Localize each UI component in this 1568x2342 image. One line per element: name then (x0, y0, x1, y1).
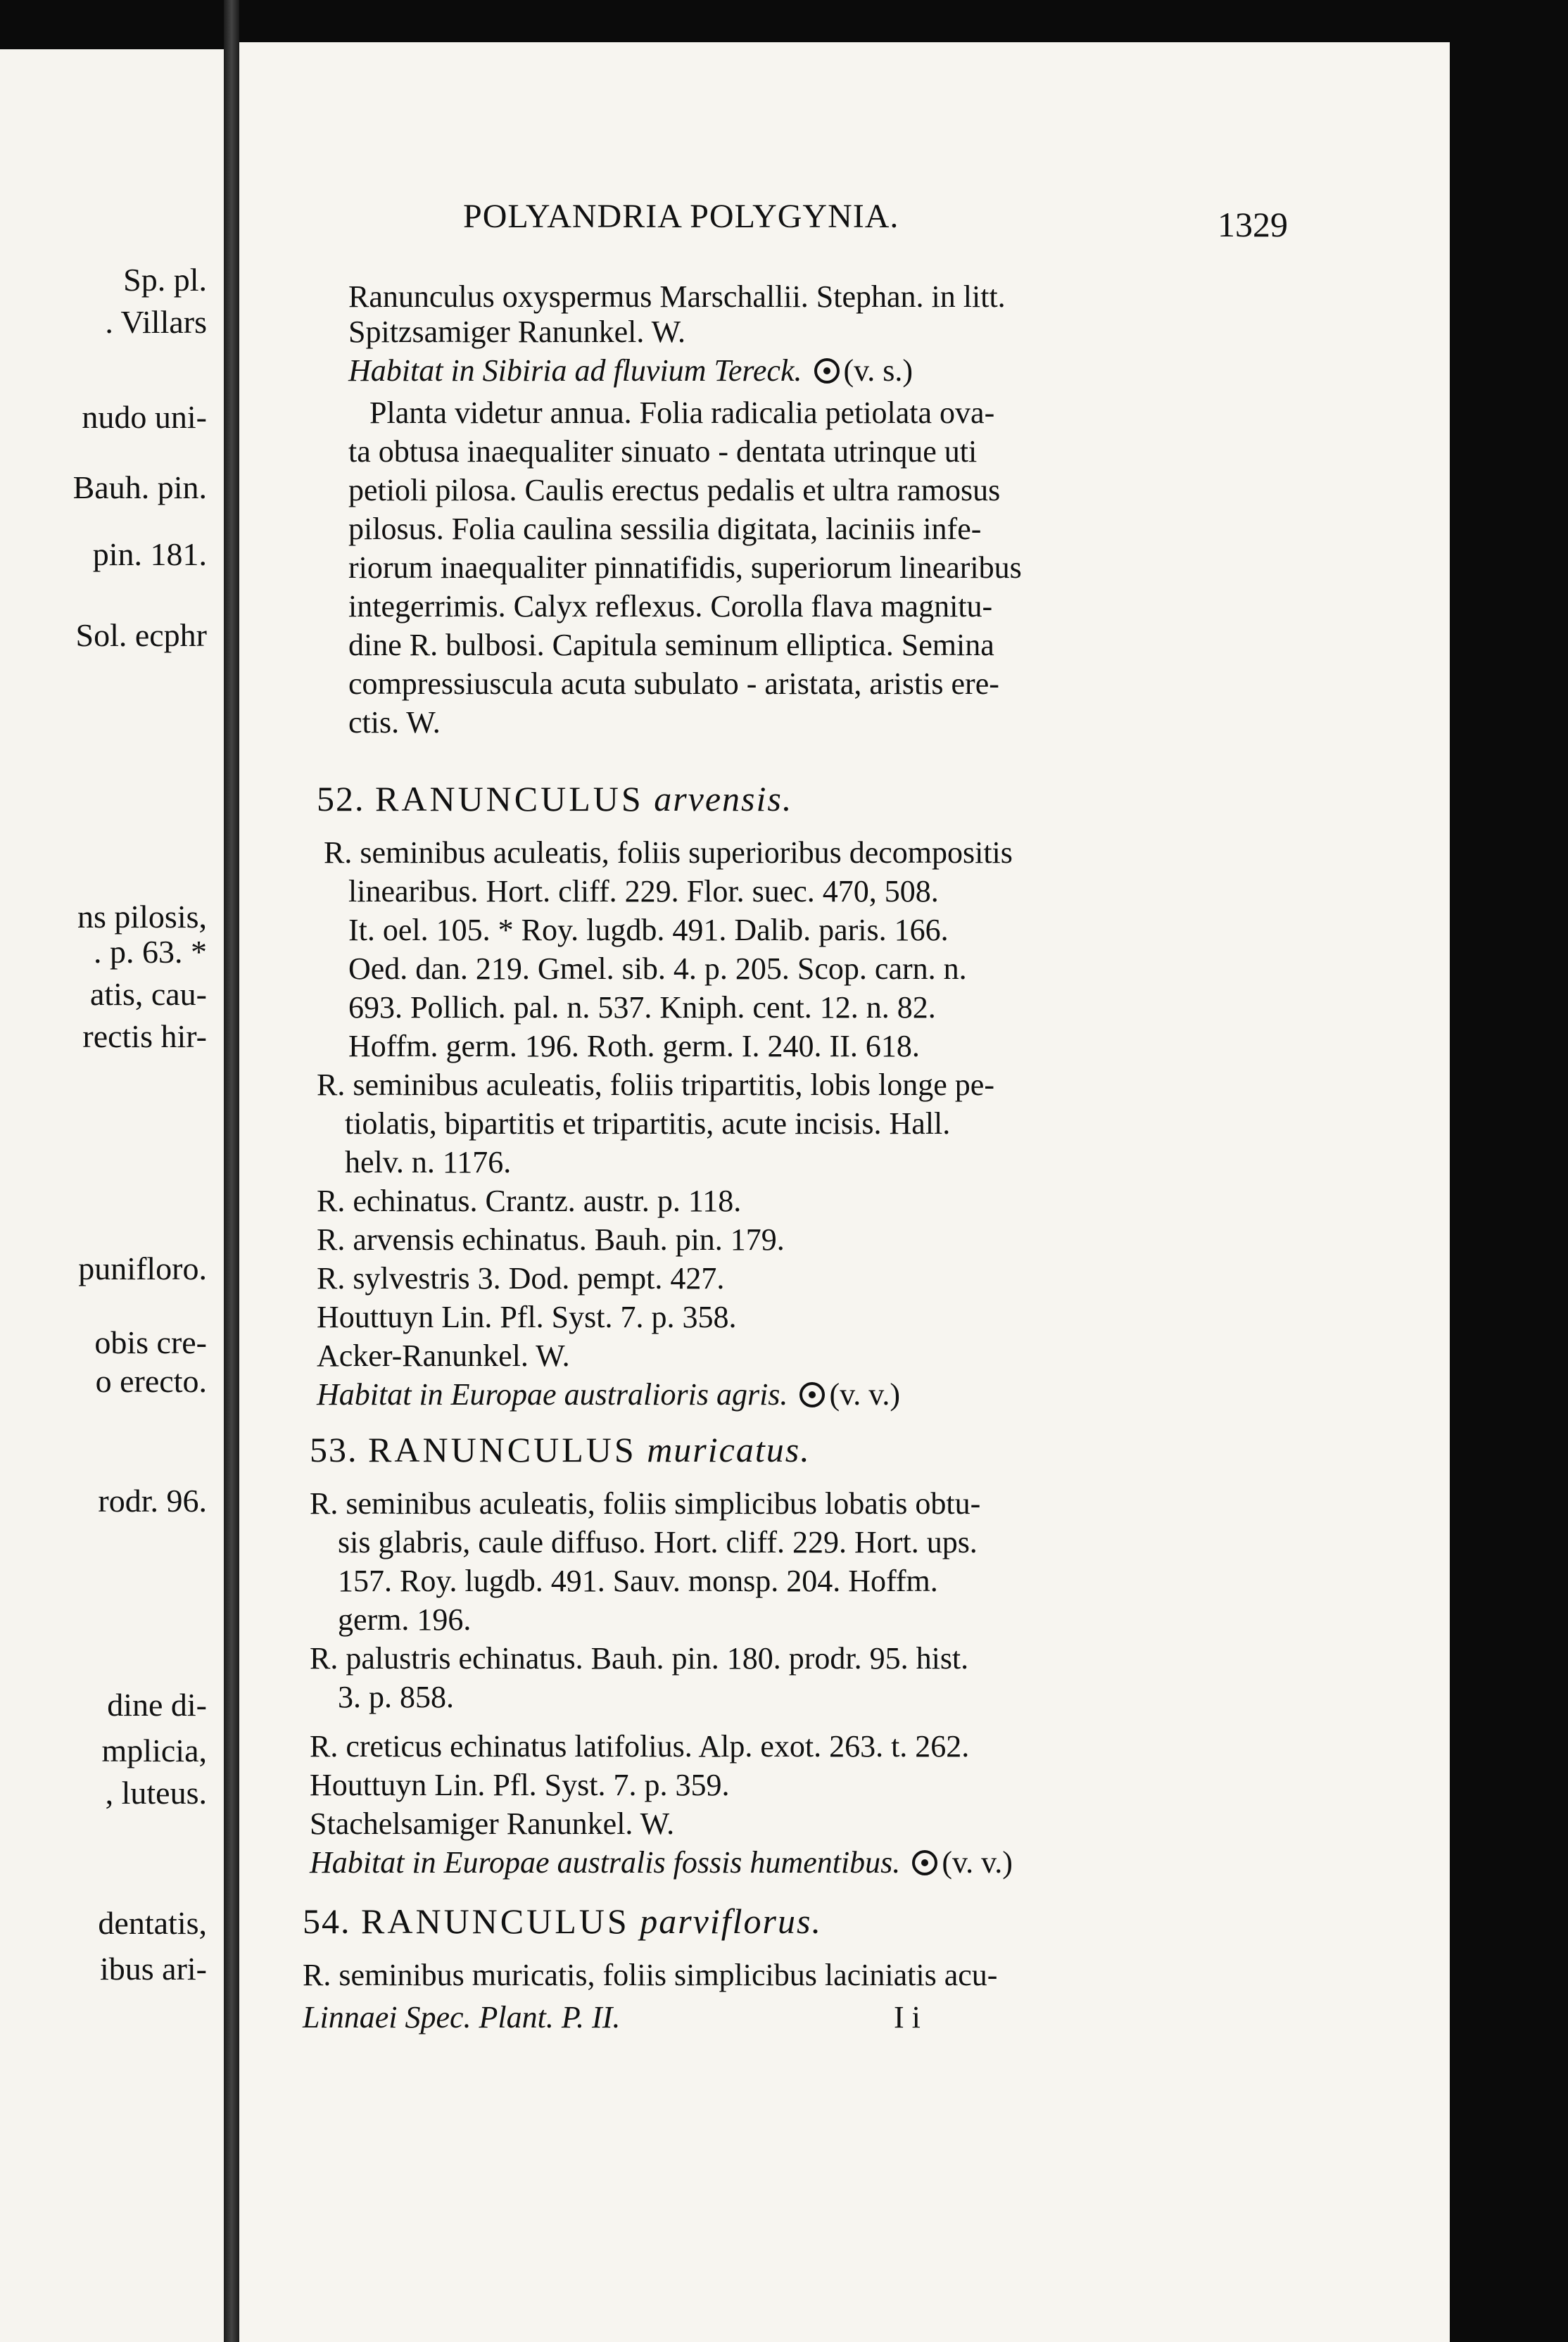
text-line: riorum inaequaliter pinnatifidis, superiorum linearibus (348, 550, 1022, 585)
text-line: linearibus. Hort. cliff. 229. Flor. suec. 470, 508. (348, 874, 939, 909)
text-line: tiolatis, bipartitis et tripartitis, acute incisis. Hall. (345, 1106, 951, 1141)
species-epithet: muricatus. (647, 1430, 811, 1469)
text-line: Houttuyn Lin. Pfl. Syst. 7. p. 359. (310, 1768, 730, 1802)
genus-name: RANUNCULUS (375, 779, 644, 818)
text-line: R. seminibus muricatis, foliis simplicibus laciniatis acu- (303, 1958, 998, 1992)
left-fragment: Bauh. pin. (72, 469, 207, 505)
species-epithet: parviflorus. (640, 1901, 822, 1941)
text-line: Ranunculus oxyspermus Marschallii. Stephan. in litt. (348, 279, 1006, 314)
page-number: 1329 (1218, 205, 1288, 244)
text-line: integerrimis. Calyx reflexus. Corolla flava magnitu- (348, 589, 993, 624)
text-line: R. sylvestris 3. Dod. pempt. 427. (317, 1261, 725, 1296)
left-fragment: . p. 63. * (94, 934, 207, 970)
signature-mark: I i (894, 2000, 921, 2034)
species-heading-54 (303, 1901, 822, 1941)
book-gutter (224, 0, 239, 2342)
left-fragment: Sp. pl. (123, 262, 207, 298)
text-line: Spitzsamiger Ranunkel. W. (348, 315, 686, 349)
left-fragment: , luteus. (105, 1775, 207, 1811)
text-line: R. creticus echinatus latifolius. Alp. exot. 263. t. 262. (310, 1729, 970, 1764)
text-line: helv. n. 1176. (345, 1145, 512, 1179)
left-fragment: rectis hir- (82, 1018, 207, 1054)
text-line: Planta videtur annua. Folia radicalia petiolata ova- (369, 395, 995, 430)
text-line: dine R. bulbosi. Capitula seminum elliptica. Semina (348, 628, 994, 662)
text-line: R. seminibus aculeatis, foliis tripartitis, lobis longe pe- (317, 1068, 994, 1102)
left-fragment: Sol. ecphr (75, 617, 207, 653)
left-fragment: dine di- (107, 1687, 207, 1723)
text-line: petioli pilosa. Caulis erectus pedalis et ultra ramosus (348, 473, 1001, 507)
right-page (239, 42, 1450, 2342)
specimen-note: (v. s.) (843, 353, 913, 388)
text-line: pilosus. Folia caulina sessilia digitata, laciniis infe- (348, 512, 982, 546)
left-fragment: dentatis, (98, 1905, 207, 1941)
left-fragment: ns pilosis, (77, 899, 207, 935)
species-epithet: arvensis. (654, 779, 793, 818)
genus-name: RANUNCULUS (368, 1430, 637, 1469)
left-fragment: puniflоro. (78, 1251, 207, 1286)
text-line: germ. 196. (338, 1602, 472, 1637)
left-fragment: atis, cau- (89, 976, 207, 1012)
species-number: 54. (303, 1901, 351, 1941)
species-number: 53. (310, 1430, 358, 1469)
text-line: R. seminibus aculeatis, foliis simplicibus lobatis obtu- (310, 1486, 981, 1521)
text-line: 693. Pollich. pal. n. 537. Kniph. cent. 12. n. 82. (348, 990, 936, 1025)
text-line: It. oel. 105. * Roy. lugdb. 491. Dalib. paris. 166. (348, 913, 949, 947)
left-fragment: nudo uni- (82, 399, 207, 435)
annual-symbol-icon (814, 358, 840, 384)
specimen-note: (v. v.) (942, 1845, 1013, 1880)
running-header: POLYANDRIA POLYGYNIA. (463, 198, 899, 235)
left-fragment: rodr. 96. (98, 1483, 207, 1519)
text-line: Houttuyn Lin. Pfl. Syst. 7. p. 358. (317, 1300, 737, 1334)
left-fragment: ibus ari- (99, 1951, 207, 1987)
habitat-line (348, 355, 913, 386)
species-number: 52. (317, 779, 365, 818)
species-heading-52 (317, 781, 792, 816)
signature-title: Linnaei Spec. Plant. P. II. (303, 2000, 621, 2034)
left-page-fragment (0, 49, 224, 2342)
species-heading-53 (310, 1432, 811, 1467)
text-line: ctis. W. (348, 705, 441, 740)
text-line: R. echinatus. Crantz. austr. p. 118. (317, 1184, 742, 1218)
text-line: 157. Roy. lugdb. 491. Sauv. monsp. 204. Hoffm. (338, 1564, 938, 1598)
text-line: Oed. dan. 219. Gmel. sib. 4. p. 205. Scop. carn. n. (348, 951, 967, 986)
text-line: R. palustris echinatus. Bauh. pin. 180. prodr. 95. hist. (310, 1641, 969, 1676)
annual-symbol-icon (912, 1850, 937, 1875)
left-fragment: . Villars (105, 304, 207, 340)
habitat-text: Habitat in Europae australis fossis humentibus. (310, 1845, 901, 1880)
text-line: ta obtusa inaequaliter sinuato - dentata utrinque uti (348, 434, 978, 469)
habitat-text: Habitat in Sibiria ad fluvium Tereck. (348, 353, 802, 388)
footer-signature (303, 2002, 620, 2033)
text-line: compressiuscula acuta subulato - aristata, aristis ere- (348, 666, 999, 701)
left-fragment: obis cre- (94, 1324, 207, 1360)
text-line: R. seminibus aculeatis, foliis superioribus decompositis (324, 835, 1013, 870)
text-line: R. arvensis echinatus. Bauh. pin. 179. (317, 1222, 785, 1257)
specimen-note: (v. v.) (829, 1377, 901, 1412)
text-line: Hoffm. germ. 196. Roth. germ. I. 240. II. 618. (348, 1029, 920, 1063)
habitat-text: Habitat in Europae australioris agris. (317, 1377, 788, 1412)
text-line: Stachelsamiger Ranunkel. W. (310, 1806, 675, 1841)
left-fragment: pin. 181. (92, 536, 207, 572)
annual-symbol-icon (799, 1382, 825, 1407)
genus-name: RANUNCULUS (361, 1901, 630, 1941)
habitat-line (317, 1379, 900, 1410)
left-fragment: mplicia, (101, 1733, 207, 1768)
habitat-line (310, 1847, 1013, 1878)
text-line: sis glabris, caule diffuso. Hort. cliff. 229. Hort. ups. (338, 1525, 978, 1559)
left-fragment: o erecto. (95, 1363, 207, 1399)
text-line: 3. p. 858. (338, 1680, 454, 1714)
text-line: Acker-Ranunkel. W. (317, 1338, 570, 1373)
